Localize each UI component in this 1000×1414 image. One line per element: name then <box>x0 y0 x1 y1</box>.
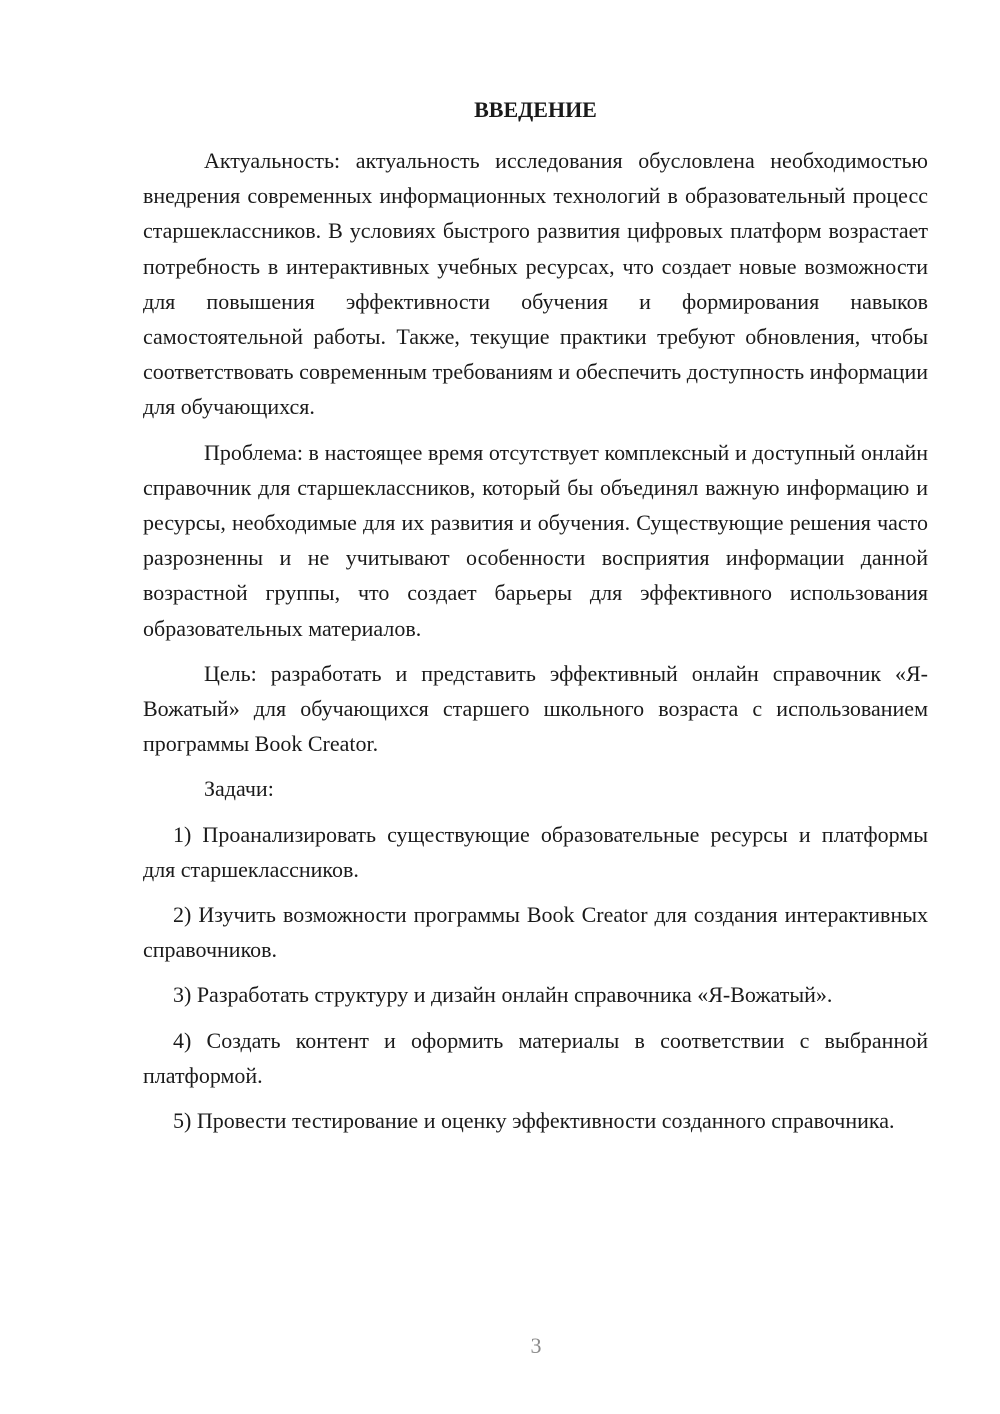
task-item-5: 5) Провести тестирование и оценку эффективности созданного справочника. <box>173 1108 895 1134</box>
section-heading: ВВЕДЕНИЕ <box>474 97 597 122</box>
task-item-2: 2) Изучить возможности программы Book Creator для создания интерактивных справочников. <box>143 902 928 963</box>
paragraph-tasks-heading: Задачи: <box>204 776 274 802</box>
paragraph-goal: Цель: разработать и представить эффективный онлайн справочник «Я-Вожатый» для обучающихся старшего школьного возраста с использованием программы Book Creator. <box>143 660 928 757</box>
task-item-1: 1) Проанализировать существующие образовательные ресурсы и платформы для старшеклассников. <box>143 821 928 882</box>
task-item-3: 3) Разработать структуру и дизайн онлайн справочника «Я-Вожатый». <box>173 982 833 1008</box>
task-item-4: 4) Создать контент и оформить материалы в соответствии с выбранной платформой. <box>143 1027 928 1088</box>
paragraph-problem: Проблема: в настоящее время отсутствует комплексный и доступный онлайн справочник для старшеклассников, который бы объединял важную информацию и ресурсы, необходимые для их развития и обучения. Существующие решения часто разрозненны и не учитывают особенности восприятия информации данной возрастной группы, что создает барьеры для эффективного использования образовательных материалов. <box>143 439 928 641</box>
document-page <box>143 92 928 1148</box>
paragraph-relevance: Актуальность: актуальность исследования обусловлена необходимостью внедрения современных информационных технологий в образовательный процесс старшеклассников. В условиях быстрого развития цифровых платформ возрастает потребность в интерактивных учебных ресурсах, что создает новые возможности для повышения эффективности обучения и формирования навыков самостоятельной работы. Также, текущие практики требуют обновления, чтобы соответствовать современным требованиям и обеспечить доступность информации для обучающихся. <box>143 148 928 420</box>
page-number: 3 <box>530 1333 542 1358</box>
